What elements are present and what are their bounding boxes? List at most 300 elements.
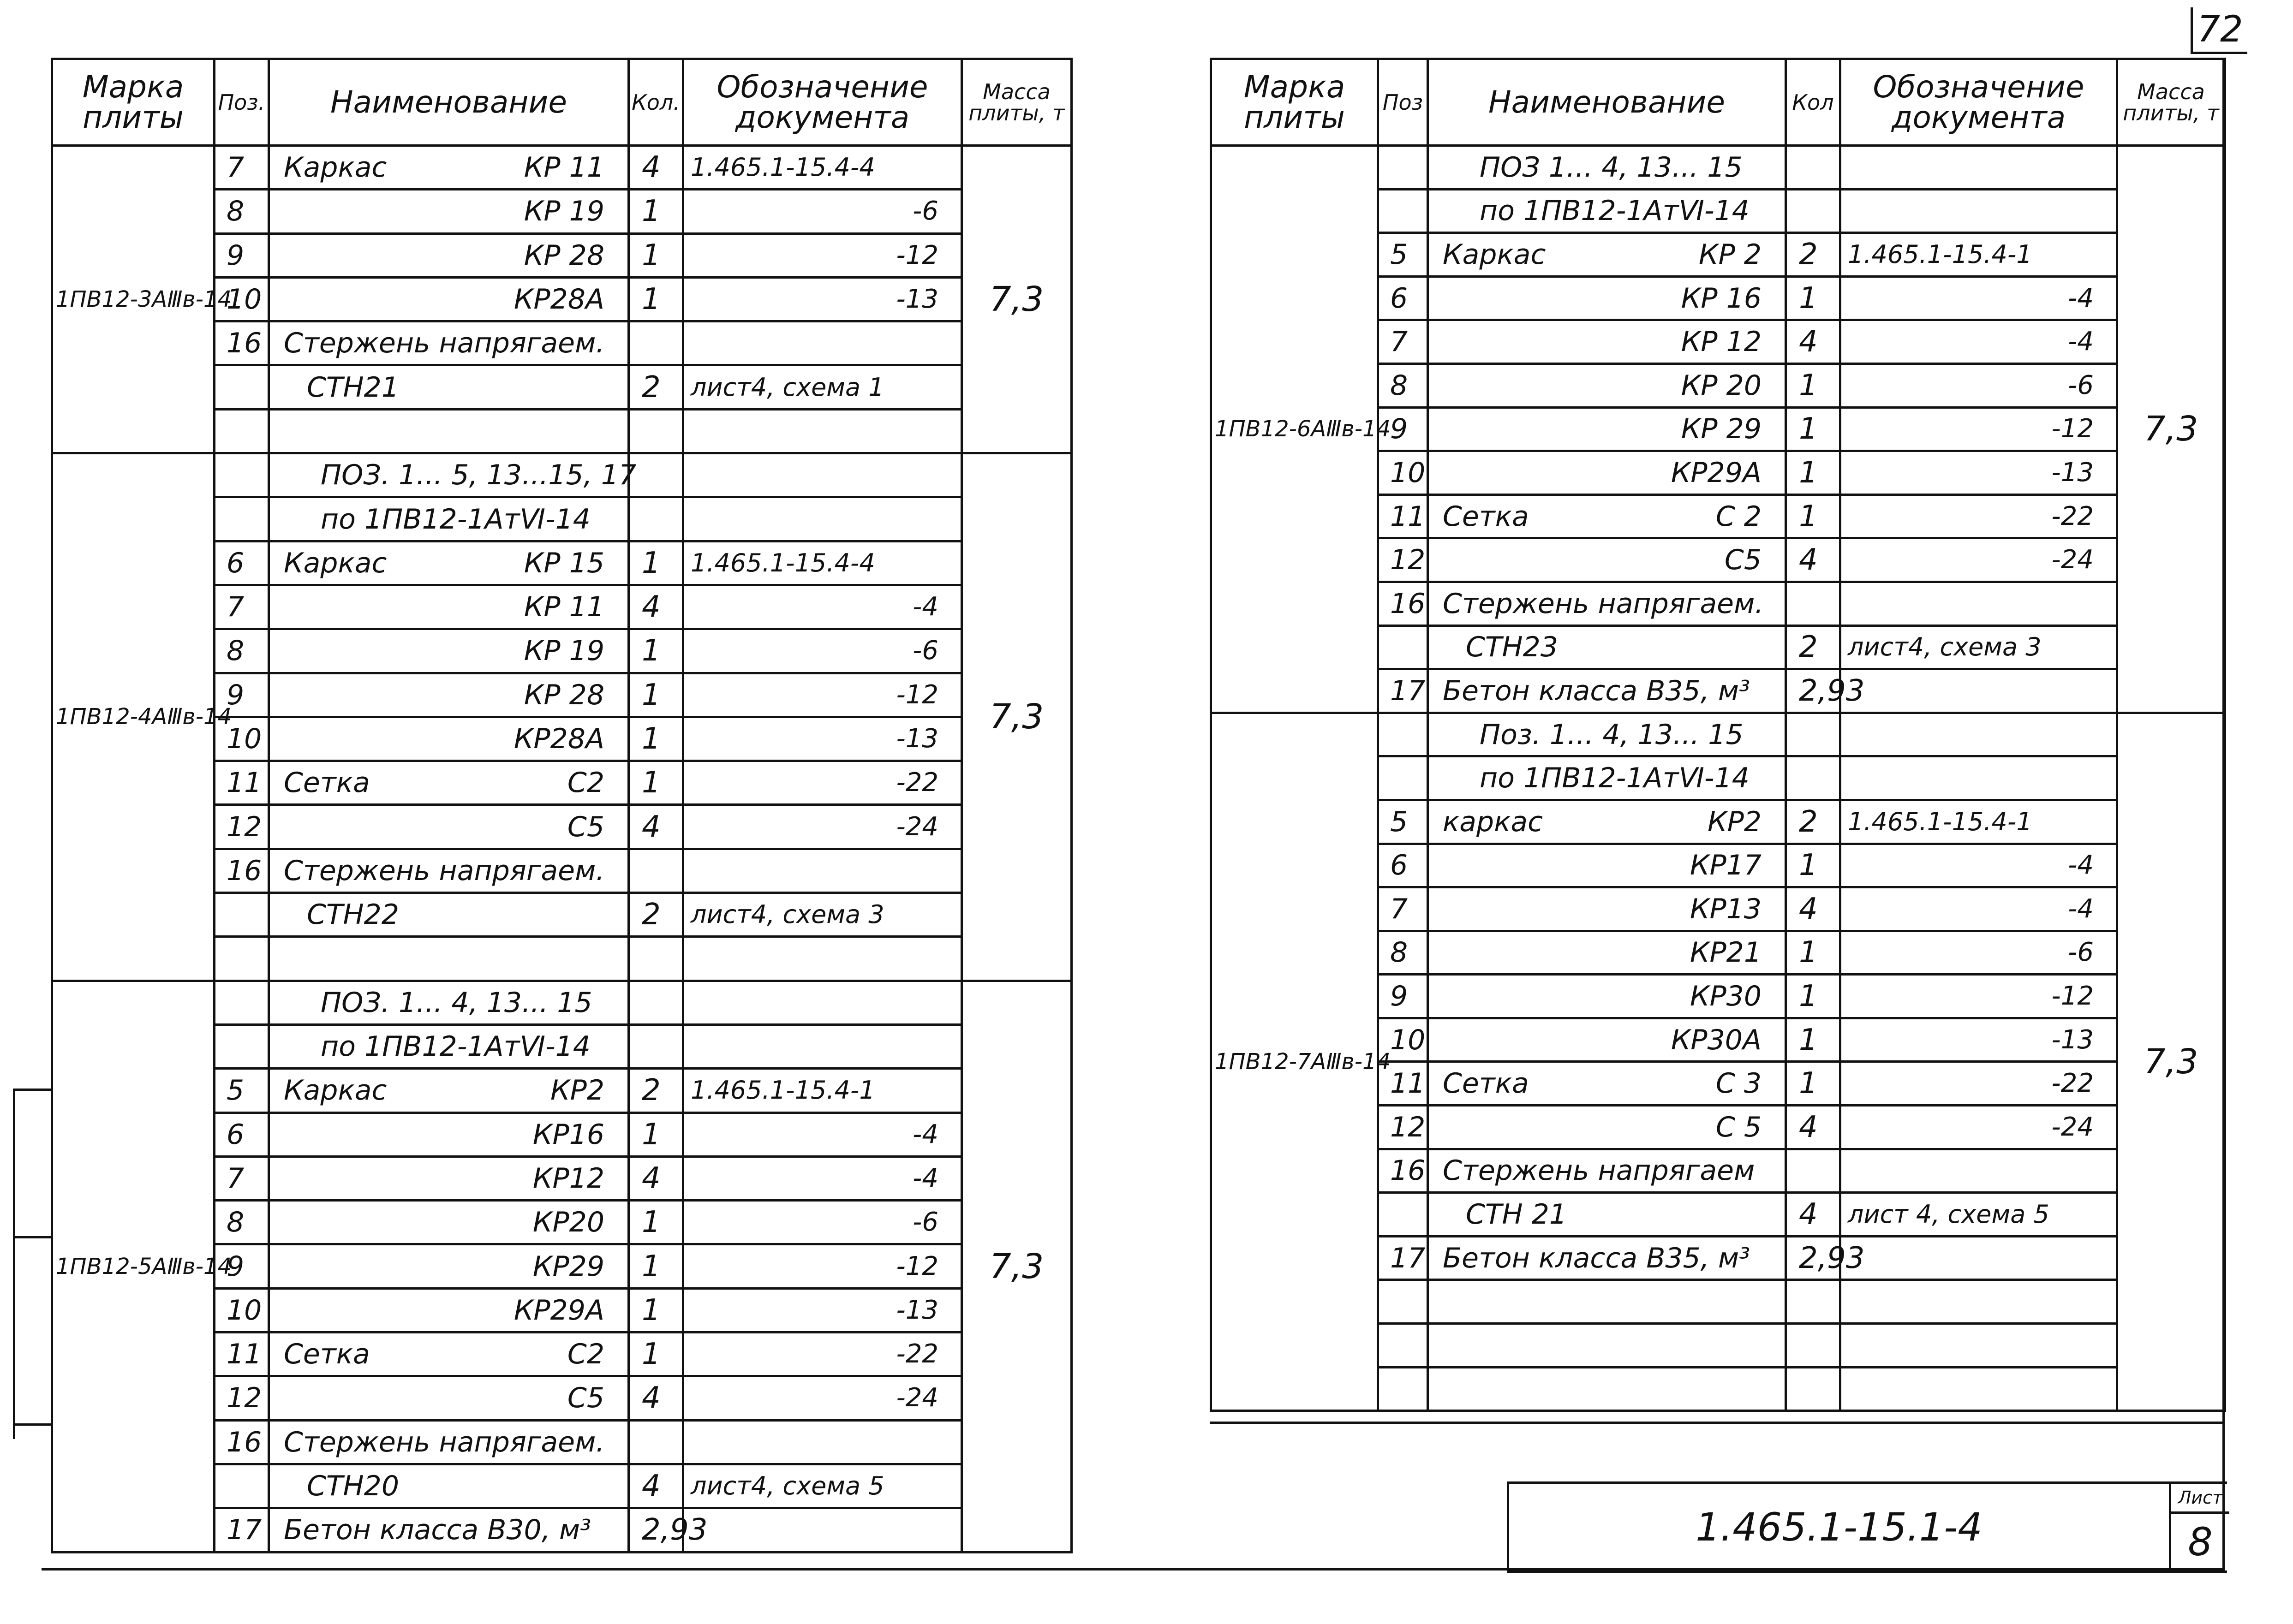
document-cell [683, 981, 962, 1024]
table-row [52, 453, 1072, 497]
item-name: Сетка [284, 1338, 370, 1371]
plate-mark: 1ПВ12-5АⅢв-14 [52, 981, 215, 1552]
position-cell: 16 [215, 321, 269, 365]
position-cell: 5 [1378, 800, 1428, 844]
name-cell [1428, 276, 1786, 320]
item-name: Бетон класса В35, м³ [1443, 674, 1750, 707]
name-cell [1428, 1324, 1786, 1368]
item-name: ПОЗ. 1... 4, 13... 15 [321, 986, 592, 1019]
item-code: КР29 [532, 1250, 604, 1283]
name-cell [269, 585, 629, 629]
document-cell: -6 [1840, 931, 2117, 975]
quantity-cell: 1 [1786, 363, 1840, 407]
position-cell: 16 [1378, 582, 1428, 625]
name-cell [1428, 407, 1786, 451]
name-cell [269, 1024, 629, 1068]
position-cell [215, 409, 269, 453]
item-code: КР 29 [1681, 413, 1762, 446]
quantity-cell: 4 [629, 1464, 683, 1508]
document-cell: -4 [683, 585, 962, 629]
document-cell: -13 [1840, 451, 2117, 495]
position-cell: 8 [215, 629, 269, 673]
quantity-cell: 1 [1786, 407, 1840, 451]
plate-mass: 7,3 [2117, 146, 2225, 713]
name-cell [1428, 931, 1786, 975]
quantity-cell [629, 1420, 683, 1464]
header-doc-line1: Обозначение [717, 69, 928, 105]
document-cell: -4 [683, 1112, 962, 1156]
position-cell: 7 [1378, 887, 1428, 931]
item-name: ПОЗ. 1... 5, 13...15, 17 [321, 459, 637, 492]
name-cell [269, 1201, 629, 1244]
item-code: КР 15 [524, 547, 604, 579]
quantity-cell [1786, 756, 1840, 800]
document-cell: лист4, схема 3 [683, 893, 962, 937]
position-cell [215, 1464, 269, 1508]
header-doc-line2: документа [1891, 99, 2066, 135]
plate-mark: 1ПВ12-4АⅢв-14 [52, 453, 215, 981]
document-cell: -13 [683, 1288, 962, 1332]
item-code: С5 [1724, 544, 1762, 577]
name-cell [1428, 1106, 1786, 1149]
position-cell [1378, 1324, 1428, 1368]
position-cell [1378, 625, 1428, 669]
position-cell: 16 [1378, 1149, 1428, 1193]
quantity-cell: 1 [629, 277, 683, 321]
name-cell [269, 849, 629, 892]
position-cell [215, 365, 269, 409]
quantity-cell: 2 [629, 365, 683, 409]
document-cell [1840, 582, 2117, 625]
position-cell: 8 [1378, 363, 1428, 407]
name-cell [269, 1333, 629, 1376]
quantity-cell: 2 [629, 1069, 683, 1112]
quantity-cell: 1 [1786, 451, 1840, 495]
item-code: КР21 [1690, 936, 1762, 969]
document-cell: 1.465.1-15.4-1 [683, 1069, 962, 1112]
position-cell [215, 981, 269, 1024]
quantity-cell: 2,93 [1786, 669, 1840, 713]
quantity-cell: 1 [1786, 975, 1840, 1018]
item-name: по 1ПВ12-1АтⅥ-14 [321, 1030, 591, 1063]
document-cell: 1.465.1-15.4-4 [683, 541, 962, 585]
item-code: С2 [567, 1338, 604, 1371]
quantity-cell: 4 [629, 146, 683, 190]
item-code: КР 28 [524, 678, 604, 711]
item-code: КР16 [532, 1118, 604, 1151]
quantity-cell [1786, 1367, 1840, 1411]
item-name: СТН21 [307, 371, 400, 404]
header-mass [962, 59, 1072, 146]
header-name: Наименование [1428, 59, 1786, 146]
header-mass [2117, 59, 2225, 146]
item-code: С 2 [1715, 500, 1762, 533]
document-cell [683, 937, 962, 981]
quantity-cell [629, 409, 683, 453]
item-name: по 1ПВ12-1АтⅥ-14 [1480, 762, 1750, 795]
header-mass-line1: Масса [2137, 79, 2205, 104]
item-name: Каркас [284, 1074, 387, 1107]
quantity-cell [629, 937, 683, 981]
item-code: С 3 [1715, 1067, 1762, 1100]
item-name: ПОЗ 1... 4, 13... 15 [1480, 151, 1743, 184]
position-cell: 11 [1378, 494, 1428, 538]
item-name: Сетка [1443, 500, 1529, 533]
quantity-cell: 2 [1786, 233, 1840, 277]
name-cell [269, 541, 629, 585]
header-mark [1211, 59, 1378, 146]
header-mark [52, 59, 215, 146]
header-doc [1840, 59, 2117, 146]
position-cell: 17 [215, 1508, 269, 1552]
header-pos: Поз. [215, 59, 269, 146]
item-name: Сетка [284, 767, 370, 799]
document-cell [1840, 1280, 2117, 1324]
binding-edge-tick-bottom [13, 1423, 51, 1426]
position-cell: 8 [1378, 931, 1428, 975]
document-cell: -4 [1840, 276, 2117, 320]
item-name: Стержень напрягаем. [284, 1426, 605, 1458]
quantity-cell: 4 [1786, 1193, 1840, 1237]
plate-mass: 7,3 [2117, 713, 2225, 1411]
position-cell: 10 [1378, 451, 1428, 495]
document-cell: -4 [1840, 844, 2117, 887]
document-cell: -6 [1840, 363, 2117, 407]
position-cell: 10 [215, 1288, 269, 1332]
document-cell [1840, 189, 2117, 233]
name-cell [1428, 1193, 1786, 1237]
item-code: КР 20 [1681, 369, 1762, 402]
quantity-cell: 4 [629, 805, 683, 849]
item-code: КР17 [1690, 849, 1762, 882]
name-cell [269, 1244, 629, 1288]
header-pos: Поз [1378, 59, 1428, 146]
item-code: КР 11 [524, 591, 604, 624]
quantity-cell: 1 [1786, 931, 1840, 975]
header-doc-line1: Обозначение [1873, 69, 2084, 105]
name-cell [269, 1156, 629, 1200]
name-cell [1428, 975, 1786, 1018]
item-code: КР20 [532, 1206, 604, 1239]
position-cell [1378, 1280, 1428, 1324]
position-cell: 11 [1378, 1062, 1428, 1106]
quantity-cell: 1 [629, 717, 683, 761]
item-code: С 5 [1715, 1111, 1762, 1143]
name-cell [1428, 1367, 1786, 1411]
position-cell: 16 [215, 1420, 269, 1464]
item-name: Стержень напрягаем [1443, 1154, 1755, 1187]
name-cell [269, 365, 629, 409]
header-mark-line1: Марка [82, 69, 184, 105]
quantity-cell: 1 [1786, 1062, 1840, 1106]
quantity-cell [1786, 146, 1840, 190]
table-row [52, 146, 1072, 190]
document-cell: -6 [683, 629, 962, 673]
quantity-cell [629, 321, 683, 365]
document-cell: лист 4, схема 5 [1840, 1193, 2117, 1237]
document-cell: -12 [1840, 407, 2117, 451]
quantity-cell [1786, 189, 1840, 233]
quantity-cell [629, 981, 683, 1024]
item-code: С5 [567, 810, 604, 843]
name-cell [269, 1112, 629, 1156]
position-cell: 10 [215, 277, 269, 321]
document-cell [683, 453, 962, 497]
position-cell: 12 [215, 805, 269, 849]
position-cell [1378, 713, 1428, 756]
document-cell [1840, 669, 2117, 713]
quantity-cell: 4 [1786, 1106, 1840, 1149]
item-name: Стержень напрягаем. [284, 327, 605, 360]
position-cell: 8 [215, 190, 269, 233]
item-name: Стержень напрягаем. [284, 854, 605, 887]
position-cell [1378, 189, 1428, 233]
name-cell [269, 893, 629, 937]
document-cell: -22 [1840, 1062, 2117, 1106]
position-cell: 10 [1378, 1018, 1428, 1062]
position-cell: 10 [215, 717, 269, 761]
name-cell [269, 1508, 629, 1552]
document-cell: -24 [1840, 1106, 2117, 1149]
binding-edge-tick-top [13, 1089, 51, 1091]
position-cell: 6 [215, 541, 269, 585]
name-cell [269, 233, 629, 277]
item-code: КР2 [1708, 805, 1762, 838]
document-cell: -22 [683, 761, 962, 805]
name-cell [1428, 582, 1786, 625]
name-cell [1428, 844, 1786, 887]
right-specification-table [1210, 58, 2226, 1412]
document-cell: -13 [1840, 1018, 2117, 1062]
item-code: КР30А [1671, 1023, 1762, 1056]
document-cell: лист4, схема 5 [683, 1464, 962, 1508]
position-cell: 9 [215, 673, 269, 717]
position-cell: 12 [1378, 1106, 1428, 1149]
name-cell [1428, 538, 1786, 582]
quantity-cell: 2 [1786, 800, 1840, 844]
quantity-cell [1786, 1280, 1840, 1324]
document-cell: -4 [683, 1156, 962, 1200]
document-cell: -6 [683, 190, 962, 233]
quantity-cell: 1 [629, 1112, 683, 1156]
position-cell [215, 937, 269, 981]
binding-edge-mark [13, 1089, 15, 1439]
name-cell [269, 497, 629, 541]
item-code: КР28А [514, 283, 604, 316]
quantity-cell [629, 849, 683, 892]
item-code: КР 19 [524, 635, 604, 667]
position-cell [215, 893, 269, 937]
sheet-label: Лист [2171, 1484, 2229, 1514]
position-cell: 11 [215, 1333, 269, 1376]
left-header-row [52, 59, 1072, 146]
name-cell [1428, 1062, 1786, 1106]
binding-edge-tick-mid [13, 1236, 51, 1238]
position-cell: 6 [1378, 844, 1428, 887]
item-code: КР 19 [524, 195, 604, 228]
name-cell [1428, 669, 1786, 713]
header-mark-line2: плиты [83, 99, 184, 135]
name-cell [1428, 494, 1786, 538]
name-cell [1428, 800, 1786, 844]
name-cell [269, 1288, 629, 1332]
title-block [1507, 1481, 2227, 1573]
position-cell [1378, 146, 1428, 190]
document-cell: -6 [683, 1201, 962, 1244]
name-cell [1428, 713, 1786, 756]
table-row [1211, 146, 2225, 190]
name-cell [269, 321, 629, 365]
header-doc [683, 59, 962, 146]
item-name: СТН22 [307, 898, 400, 931]
name-cell [269, 1069, 629, 1112]
document-cell: -12 [683, 1244, 962, 1288]
position-cell: 11 [215, 761, 269, 805]
position-cell [215, 1024, 269, 1068]
table-row [52, 981, 1072, 1024]
document-cell: -13 [683, 277, 962, 321]
header-mark-line1: Марка [1243, 69, 1345, 105]
name-cell [1428, 320, 1786, 364]
item-name: СТН 21 [1466, 1198, 1567, 1231]
document-cell [1840, 1367, 2117, 1411]
name-cell [1428, 233, 1786, 277]
position-cell: 9 [1378, 975, 1428, 1018]
name-cell [269, 673, 629, 717]
item-name: Бетон класса В35, м³ [1443, 1242, 1750, 1274]
name-cell [1428, 625, 1786, 669]
sheet-box [2169, 1484, 2229, 1570]
document-cell: -22 [683, 1333, 962, 1376]
item-code: КР13 [1690, 892, 1762, 925]
plate-mark: 1ПВ12-6АⅢв-14 [1211, 146, 1378, 713]
quantity-cell: 1 [629, 190, 683, 233]
document-cell: -12 [683, 233, 962, 277]
quantity-cell: 1 [629, 233, 683, 277]
quantity-cell: 1 [629, 673, 683, 717]
position-cell: 17 [1378, 1236, 1428, 1280]
header-qty: Кол [1786, 59, 1840, 146]
quantity-cell: 2,93 [629, 1508, 683, 1552]
name-cell [1428, 1149, 1786, 1193]
item-name: СТН23 [1466, 631, 1559, 664]
quantity-cell [1786, 1324, 1840, 1368]
item-code: КР12 [532, 1162, 604, 1195]
item-code: КР29А [1671, 456, 1762, 489]
position-cell: 7 [215, 1156, 269, 1200]
item-code: КР2 [550, 1074, 604, 1107]
quantity-cell: 4 [1786, 887, 1840, 931]
document-cell: 1.465.1-15.4-4 [683, 146, 962, 190]
header-doc-line2: документа [735, 99, 910, 135]
quantity-cell: 1 [1786, 844, 1840, 887]
name-cell [1428, 363, 1786, 407]
document-cell: 1.465.1-15.4-1 [1840, 233, 2117, 277]
item-code: КР 16 [1681, 282, 1762, 315]
item-code: С2 [567, 767, 604, 799]
name-cell [269, 981, 629, 1024]
quantity-cell: 1 [1786, 1018, 1840, 1062]
item-code: С5 [567, 1382, 604, 1415]
position-cell: 9 [1378, 407, 1428, 451]
header-qty: Кол. [629, 59, 683, 146]
document-cell [683, 849, 962, 892]
document-cell [1840, 1149, 2117, 1193]
table-row [1211, 713, 2225, 756]
quantity-cell: 1 [629, 629, 683, 673]
document-code: 1.465.1-15.1-4 [1696, 1505, 1982, 1550]
name-cell [269, 1376, 629, 1420]
header-mass-line1: Масса [983, 79, 1051, 104]
quantity-cell: 4 [629, 1376, 683, 1420]
document-cell: -24 [1840, 538, 2117, 582]
document-cell: -22 [1840, 494, 2117, 538]
position-cell: 5 [215, 1069, 269, 1112]
item-name: Поз. 1... 4, 13... 15 [1480, 718, 1744, 751]
right-frame-bottom-line [1210, 1422, 2225, 1424]
item-code: КР 28 [524, 239, 604, 272]
name-cell [269, 277, 629, 321]
quantity-cell: 1 [629, 541, 683, 585]
position-cell [215, 453, 269, 497]
item-name: Бетон класса В30, м³ [284, 1514, 591, 1547]
position-cell: 12 [1378, 538, 1428, 582]
right-header-row [1211, 59, 2225, 146]
quantity-cell: 1 [629, 1201, 683, 1244]
item-name: Каркас [1443, 238, 1546, 271]
position-cell [1378, 1367, 1428, 1411]
document-cell [683, 1508, 962, 1552]
item-code: КР 12 [1681, 326, 1762, 358]
name-cell [269, 1464, 629, 1508]
left-specification-table [51, 58, 1073, 1553]
position-cell: 17 [1378, 669, 1428, 713]
quantity-cell [629, 1024, 683, 1068]
item-code: КР30 [1690, 980, 1762, 1013]
header-mass-line2: плиты, т [968, 100, 1065, 125]
position-cell: 6 [1378, 276, 1428, 320]
document-cell [1840, 146, 2117, 190]
name-cell [1428, 1280, 1786, 1324]
document-cell: -24 [683, 805, 962, 849]
item-code: КР 2 [1698, 238, 1762, 271]
document-cell [1840, 1236, 2117, 1280]
name-cell [269, 937, 629, 981]
item-name: Стержень напрягаем. [1443, 587, 1764, 620]
position-cell: 6 [215, 1112, 269, 1156]
position-cell: 9 [215, 1244, 269, 1288]
header-mark-line2: плиты [1244, 99, 1345, 135]
quantity-cell: 1 [1786, 276, 1840, 320]
quantity-cell: 1 [629, 1288, 683, 1332]
name-cell [1428, 1236, 1786, 1280]
position-cell: 16 [215, 849, 269, 892]
quantity-cell [629, 453, 683, 497]
sheet-number: 8 [2188, 1519, 2213, 1565]
position-cell: 5 [1378, 233, 1428, 277]
name-cell [269, 453, 637, 497]
quantity-cell [629, 497, 683, 541]
header-mass-line2: плиты, т [2123, 100, 2219, 125]
position-cell: 12 [215, 1376, 269, 1420]
document-cell: -4 [1840, 887, 2117, 931]
quantity-cell [1786, 713, 1840, 756]
name-cell [269, 717, 629, 761]
document-cell: -13 [683, 717, 962, 761]
plate-mark: 1ПВ12-3АⅢв-14 [52, 146, 215, 453]
quantity-cell: 2 [629, 893, 683, 937]
position-cell: 7 [1378, 320, 1428, 364]
